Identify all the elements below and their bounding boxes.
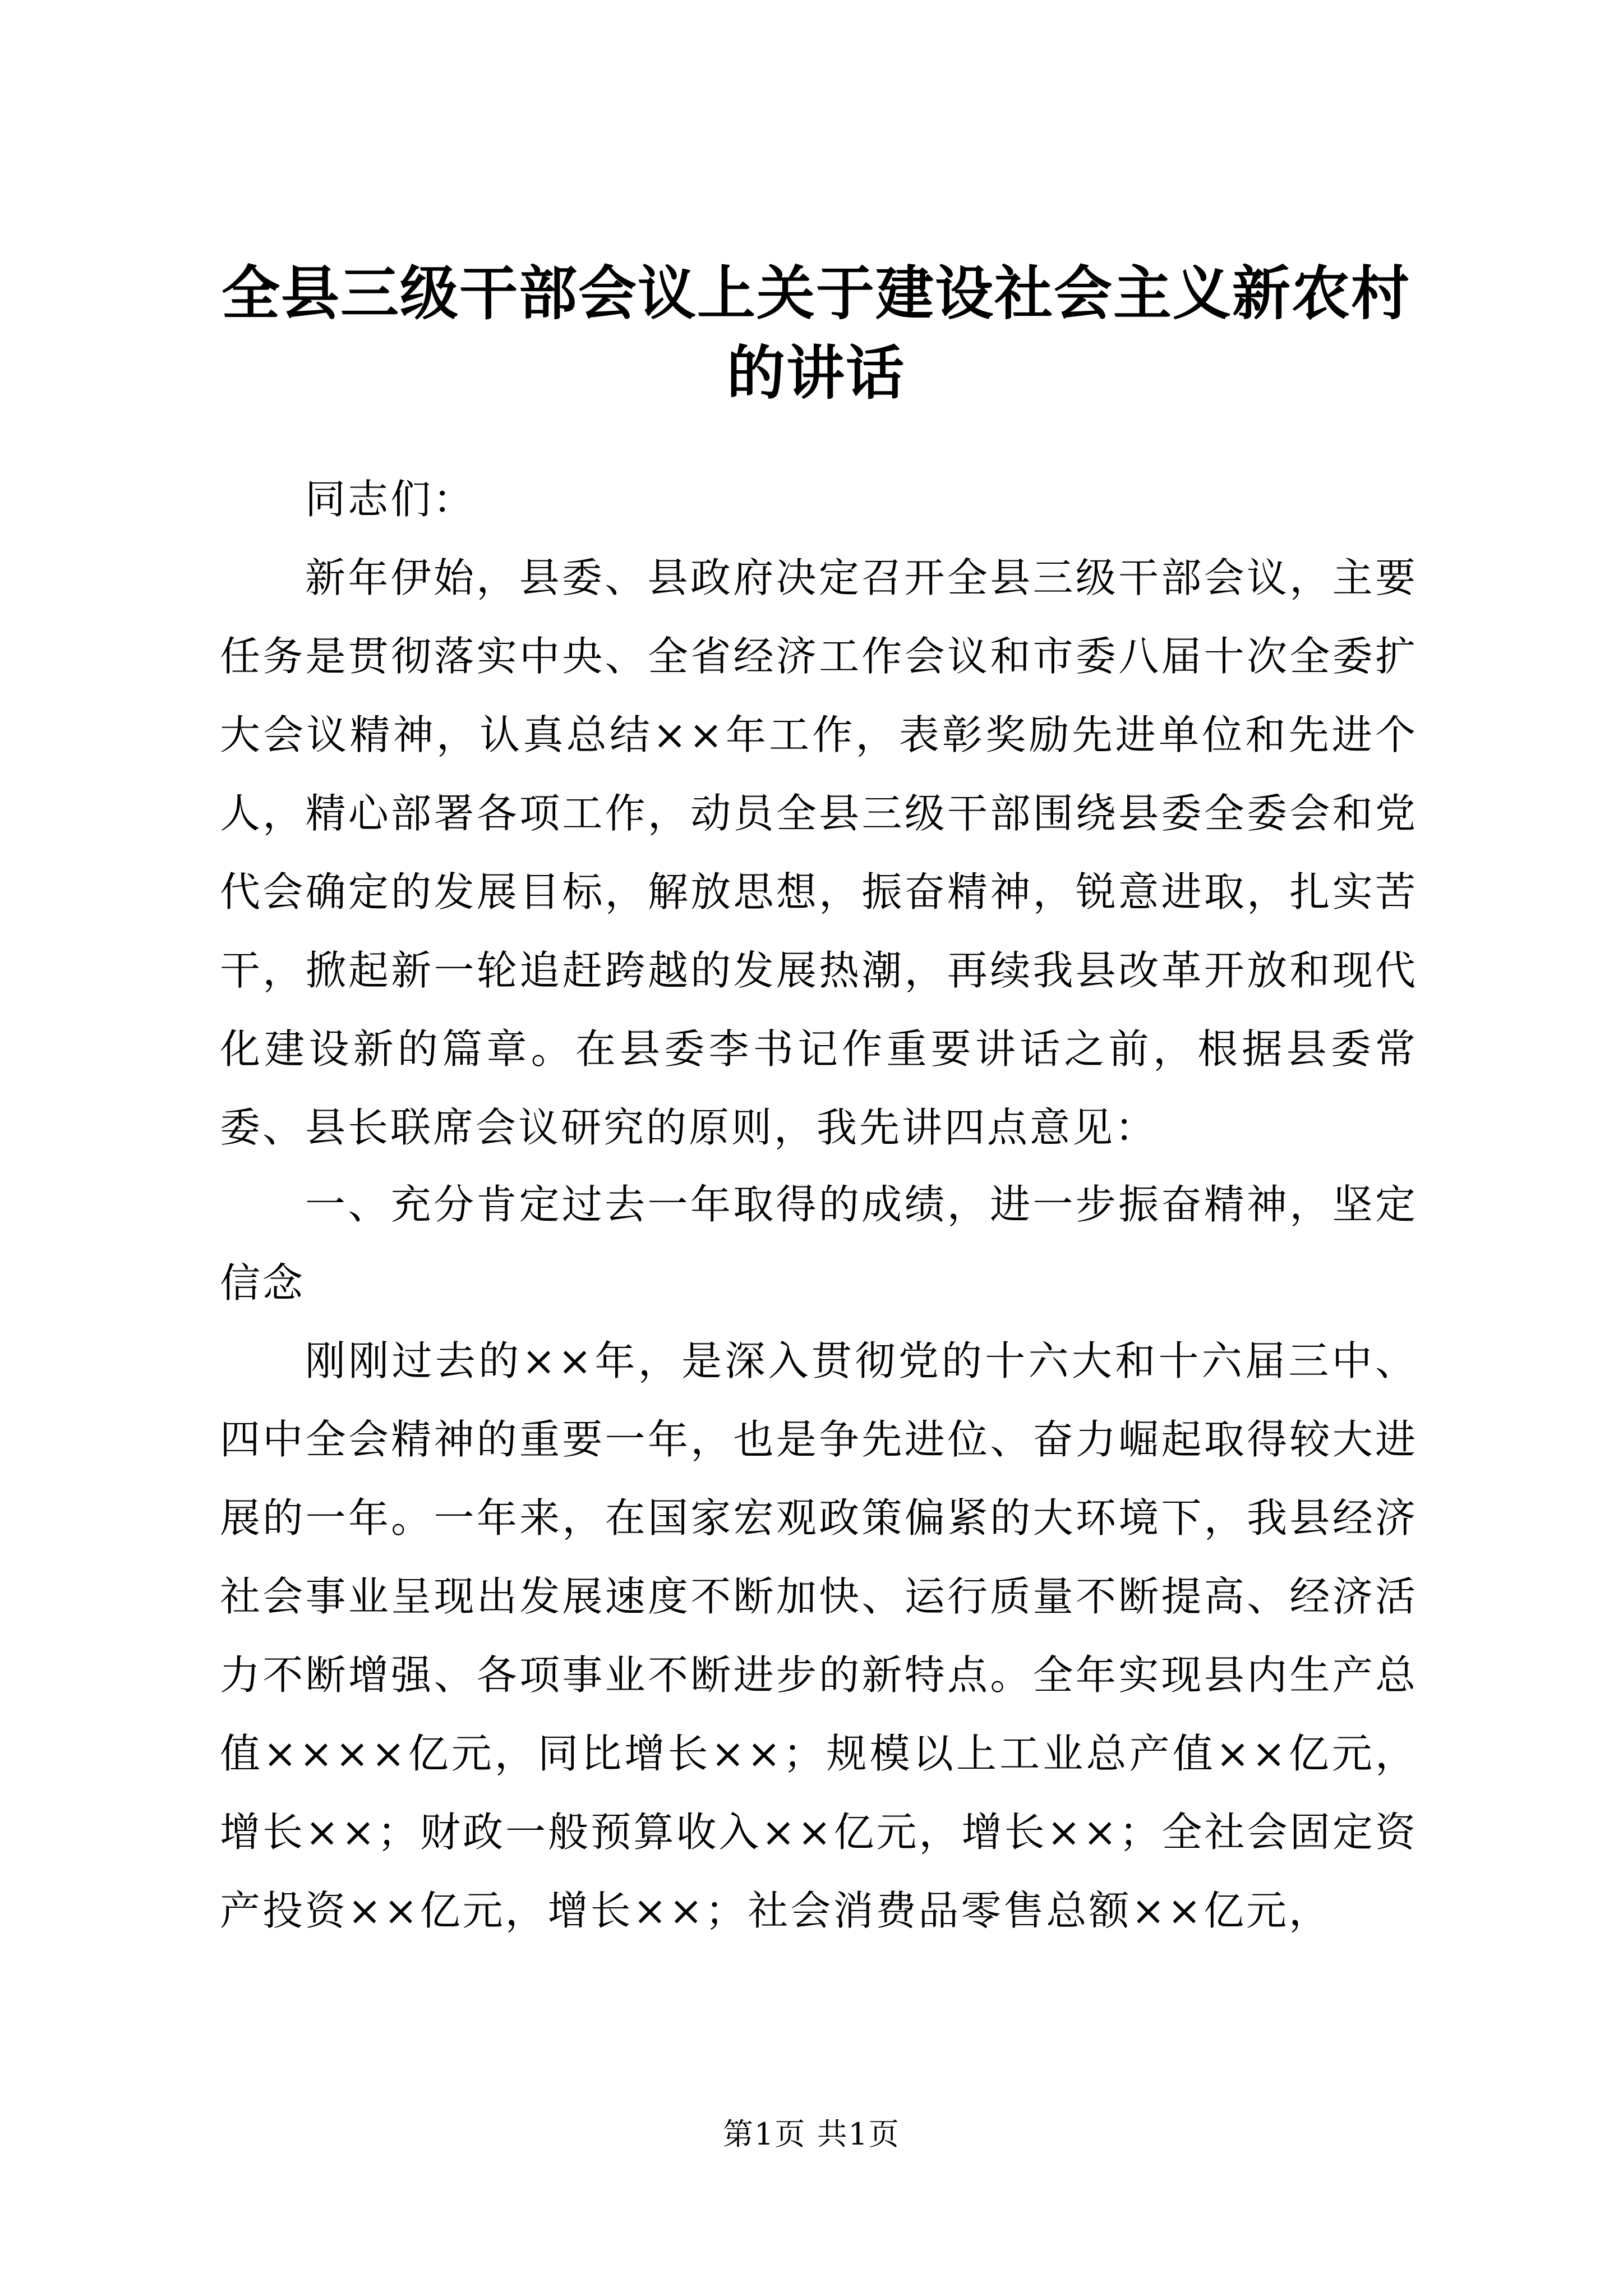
paragraph-intro: 新年伊始，县委、县政府决定召开全县三级干部会议，主要任务是贯彻落实中央、全省经济工作会议和市委八届十次全委扩大会议精神，认真总结××年工作，表彰奖励先进单位和先进个人，精心部署各项工作，动员全县三级干部围绕县委全委会和党代会确定的发展目标，解放思想，振奋精神，锐意进取，扎实苦干，掀起新一轮追赶跨越的发展热潮，再续我县改革开放和现代化建设新的篇章。在县委李书记作重要讲话之前，根据县委常委、县长联席会议研究的原则，我先讲四点意见： [220,554,1418,1151]
page-number: 第1页 共1页 [723,2116,900,2152]
paragraph-achievements: 刚刚过去的××年，是深入贯彻党的十六大和十六届三中、四中全会精神的重要一年，也是争先进位、奋力崛起取得较大进展的一年。一年来，在国家宏观政策偏紧的大环境下，我县经济社会事业呈现出发展速度不断加快、运行质量不断提高、经济活力不断增强、各项事业不断进步的新特点。全年实现县内生产总值××××亿元，同比增长××；规模以上工业总产值××亿元，增长××；财政一般预算收入××亿元，增长××；全社会固定资产投资××亿元，增长××；社会消费品零售总额××亿元， [220,1337,1418,1934]
document-title: 全县三级干部会议上关于建设社会主义新农村的讲话 [221,259,1410,407]
page-footer [0,2115,1623,2154]
section-heading: 一、充分肯定过去一年取得的成绩，进一步振奋精神，坚定信念 [220,1181,1418,1306]
greeting: 同志们： [305,476,476,523]
